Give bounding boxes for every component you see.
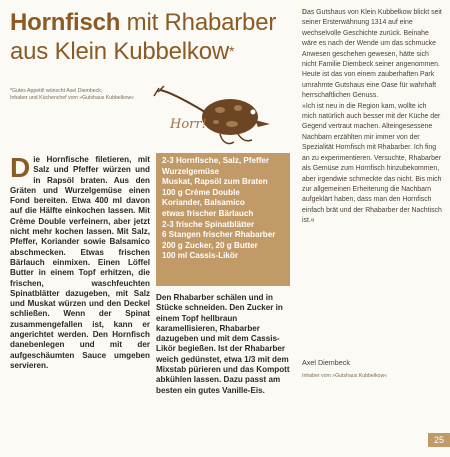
method-fish-text: ie Hornfische filetieren, mit Salz und Pfeffer würzen und in Rapsöl braten. Aus den Gräten und Wurzelgemüse einen Fond bereiten. Etwa 400 ml davon auf die Hälfte einkochen lassen. Mit Crème Double verfeinern, aber jetzt nicht mehr kochen lassen. Mit Salz, Pfeffer, Koriander sowie Balsamico abschmecken. Etwas frischen Bärlauch einmixen. Einen Löffel Butter in einem Topf erhitzen, die frischen, waschfeuchten Spinatblätter dazugeben, mit Salz und Muskat würzen und den Deckel schließen. Wenn der Spinat zusammengefallen ist, kann er angerichtet werden. Den Hornfisch danebenlegen und mit der aufgeschäumten Sauce umgeben servieren.	[10, 155, 150, 370]
title-line-2	[10, 37, 295, 66]
story-column	[302, 8, 442, 227]
title-star: *	[229, 43, 235, 59]
ingredient-item: 200 g Zucker, 20 g Butter	[162, 240, 258, 250]
story-initial: D	[302, 9, 307, 16]
title-bold-word: Hornfisch	[10, 9, 121, 36]
title-footnote	[10, 88, 160, 102]
ingredient-item: 100 g Crème Double	[162, 187, 240, 197]
ingredient-item: etwas frischer Bärlauch	[162, 208, 254, 218]
ingredient-item: Koriander, Balsamico	[162, 198, 245, 208]
method-fish-column	[10, 152, 150, 371]
illustration-exclamation: Horr!	[170, 117, 207, 132]
story-paragraph-1	[302, 8, 442, 102]
story-paragraph-1-text: as Gutshaus von Klein Kubbelkow blickt seit seiner Ersterwähnung 1314 auf eine wechselvolle Geschichte zurück. Beinahe wäre es nach der Wende um das schmucke Anwesen geschehen gewesen, hätte sich nicht Familie Diembeck seiner angenommen. Heute ist das von einem zauberhaften Park umrahmte Gutshaus eine Oase für wahrhaft herrschaftlichen Genuss.	[302, 9, 442, 100]
ingredient-item: Wurzelgemüse	[162, 166, 219, 176]
title-line-2-text: aus Klein Kubbelkow	[10, 38, 230, 65]
method-rhubarb-column	[156, 293, 296, 396]
author-role: Inhaber vom »Gutshaus Kubbelkow«	[302, 373, 388, 379]
title-line-1-rest: mit Rhabarber	[120, 9, 277, 36]
footnote-line-1: *Gutes Appetit! wünscht Axel Diembeck,	[10, 88, 103, 94]
drop-cap: D	[10, 152, 31, 183]
method-rhubarb-text: Den Rhabarber schälen und in Stücke schneiden. Den Zucker in einem Topf hellbraun karamellisieren, Rhabarber dazugeben und mit dem Cassis-Likör begießen. Ist der Rhabarber weich gedünstet, etwa 1/3 mit dem Mixstab pürieren und das Kompott abkühlen lassen. Dazu passt am besten ein gutes Vanille-Eis.	[156, 293, 290, 395]
ingredient-item: 100 ml Cassis-Likör	[162, 251, 239, 261]
title-line-1	[10, 8, 295, 37]
recipe-title	[10, 8, 295, 66]
page-number: 25	[428, 433, 450, 447]
ingredient-item: 6 Stangen frischer Rhabarber	[162, 230, 276, 240]
author-name: Axel Diembeck	[302, 358, 350, 367]
ingredients-box	[156, 153, 290, 286]
ingredient-item: 2-3 Hornfische, Salz, Pfeffer	[162, 156, 270, 165]
story-paragraph-2: »Ich ist neu in die Region kam, wollte ich mich natürlich auch besser mit der Küche der Gegend vertraut machen. Alteingesessene Nachbarn erzählten mir immer von der Spezialität Hornfisch mit Rhabarber. Ich fing an zu experimentieren. Versuchte, Rhabarber als Gemüse zum Hornfisch hinzubekommen, aber irgendwie schmeckte das nicht. Bis mich zur allgemeinen Erheiterung die Nachbarn aufgeklärt haben, dass man den Hornfisch einfach brät und der Rhabarber der Nachtisch ist.«	[302, 102, 442, 225]
ingredient-item: 2-3 frische Spinatblätter	[162, 219, 255, 229]
footnote-line-2: Inhaber und Küchenchef vom »Gutshaus Kubbelkow«	[10, 95, 135, 101]
ingredient-item: Muskat, Rapsöl zum Braten	[162, 177, 268, 187]
